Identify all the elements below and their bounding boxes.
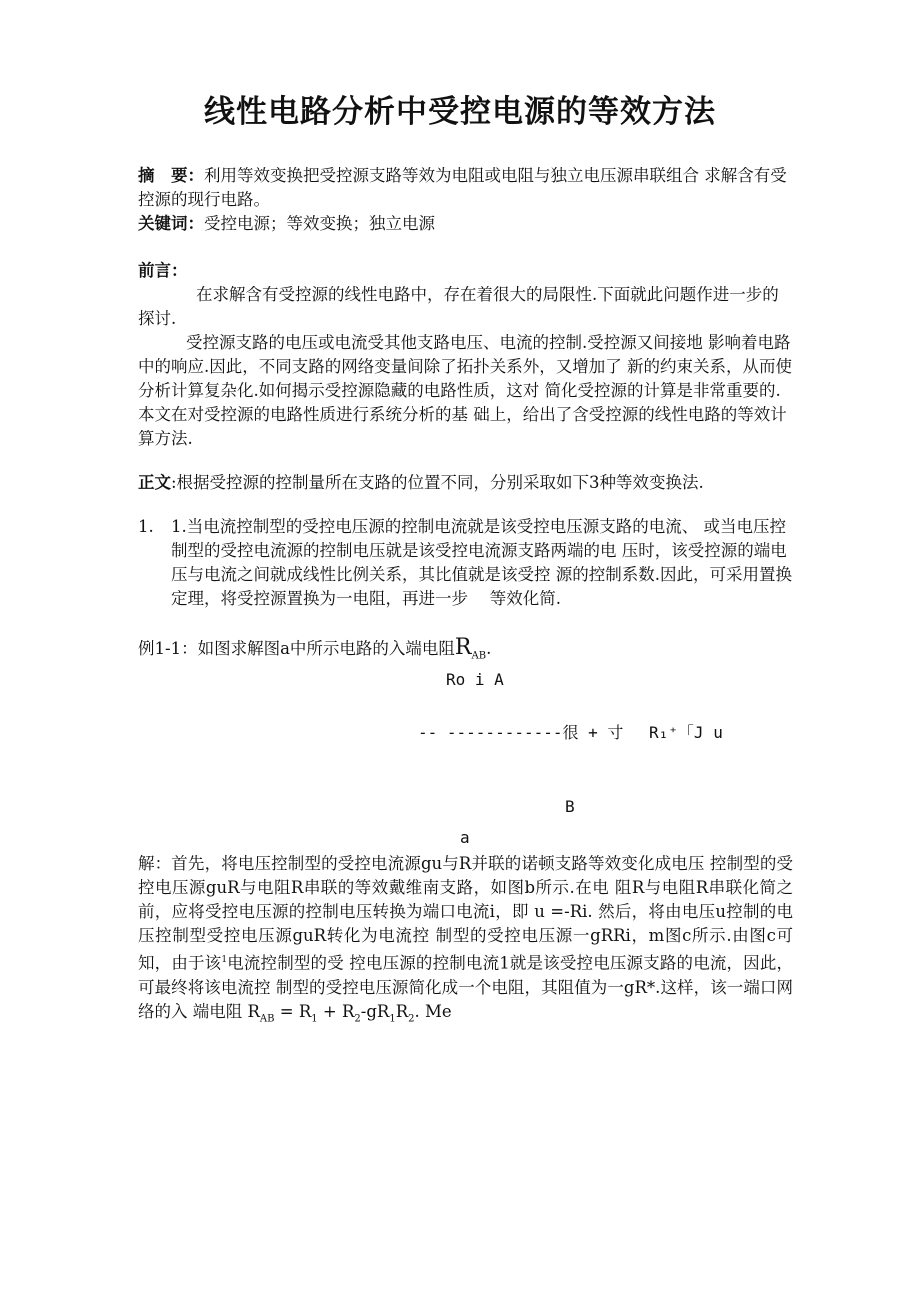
solution-text-3: = R (274, 1001, 312, 1021)
body-text: :根据受控源的控制量所在支路的位置不同，分别采取如下3种等效变换法. (171, 473, 704, 492)
solution-text-5: -gR (360, 1001, 390, 1021)
example-suffix: . (486, 639, 492, 658)
preface-heading (138, 259, 793, 283)
body-intro (138, 471, 793, 495)
figure-label-middle: -- ------------很 + 寸 R₁⁺「J u (418, 723, 723, 742)
list-item-text: 1.当电流控制型的受控电压源的控制电流就是该受控电压源支路的电流、 或当电压控制型的受控电流源的控制电压就是该受控电流源支路两端的电 压时，该受控源的端电压与电流之间就成线性比例关系，其比值就是该受控 源的控制系数.因此，可采用置换定理，将受控源置换为一电阻，再进一步 等效化简. (171, 517, 792, 608)
solution-sub-2b: 2 (408, 1012, 415, 1024)
figure-label-b: B (565, 797, 575, 816)
keywords (138, 212, 793, 236)
figure-caption: a (460, 828, 470, 847)
solution-text-2: 电流控制型的受 控电压源的控制电流1就是该受控电压源支路的电流，因此，可最终将该电流控 制型的受控电压源简化成一个电阻，其阻值为一gR*.这样，该一端口网络的入 端电阻 R (138, 953, 794, 1021)
solution-text-7: . Me (414, 1001, 452, 1021)
example-sub: AB (471, 650, 487, 662)
list-item-number: 1. (138, 517, 154, 536)
abstract (138, 164, 793, 212)
keywords-label: 关键词： (138, 214, 204, 233)
solution-sub-1: 1 (311, 1012, 318, 1024)
solution-sub-1b: 1 (389, 1012, 396, 1024)
solution-paragraph (138, 852, 793, 1031)
abstract-label: 摘 要： (138, 166, 204, 185)
example-line (138, 636, 793, 668)
solution-sub-ab: AB (259, 1012, 275, 1024)
example-r: R (454, 635, 472, 660)
body-label: 正文 (138, 473, 171, 492)
preface-label: 前言： (138, 261, 188, 280)
page-title: 线性电路分析中受控电源的等效方法 (204, 94, 716, 130)
solution-sup: 1 (221, 955, 228, 965)
example-prefix: 例1-1：如图求解图a中所示电路的入端电阻 (138, 639, 455, 658)
abstract-text: 利用等效变换把受控源支路等效为电阻或电阻与独立电压源串联组合 求解含有受控源的现行电路。 (138, 166, 787, 209)
solution-text-1: 解：首先，将电压控制型的受控电流源gu与R并联的诺顿支路等效变化成电压 控制型的受控电压源guR与电阻R串联的等效戴维南支路，如图b所示.在电 阻R与电阻R串联化简之前，应将受控电压源的控制电压转换为端口电流i，即 u =-Ri. 然后，将由电压u控制的电压控制型受控电压源guR转化为电流控 制型的受控电压源一gRRi，m图c所示.由图c可知，由于该 (138, 854, 793, 973)
solution-sub-2: 2 (354, 1012, 361, 1024)
preface-paragraph-2: 受控源支路的电压或电流受其他支路电压、电流的控制.受控源又间接地 影响着电路中的响应.因此，不同支路的网络变量间除了拓扑关系外，又增加了 新的约束关系，从而使分析计算复杂化.如何揭示受控源隐藏的电路性质，这对 简化受控源的计算是非常重要的.本文在对受控源的电路性质进行系统分析的基 础上，给出了含受控源的线性电路的等效计算方法. (138, 333, 792, 448)
preface-paragraph-1: 在求解含有受控源的线性电路中，存在着很大的局限性.下面就此问题作进一步的探讨. (138, 285, 779, 328)
list-item (138, 515, 793, 611)
figure-label-top: Ro i A (446, 670, 504, 689)
solution-text-4: + R (317, 1001, 355, 1021)
keywords-text: 受控电源；等效变换；独立电源 (204, 214, 435, 233)
solution-text-6: R (395, 1001, 409, 1021)
